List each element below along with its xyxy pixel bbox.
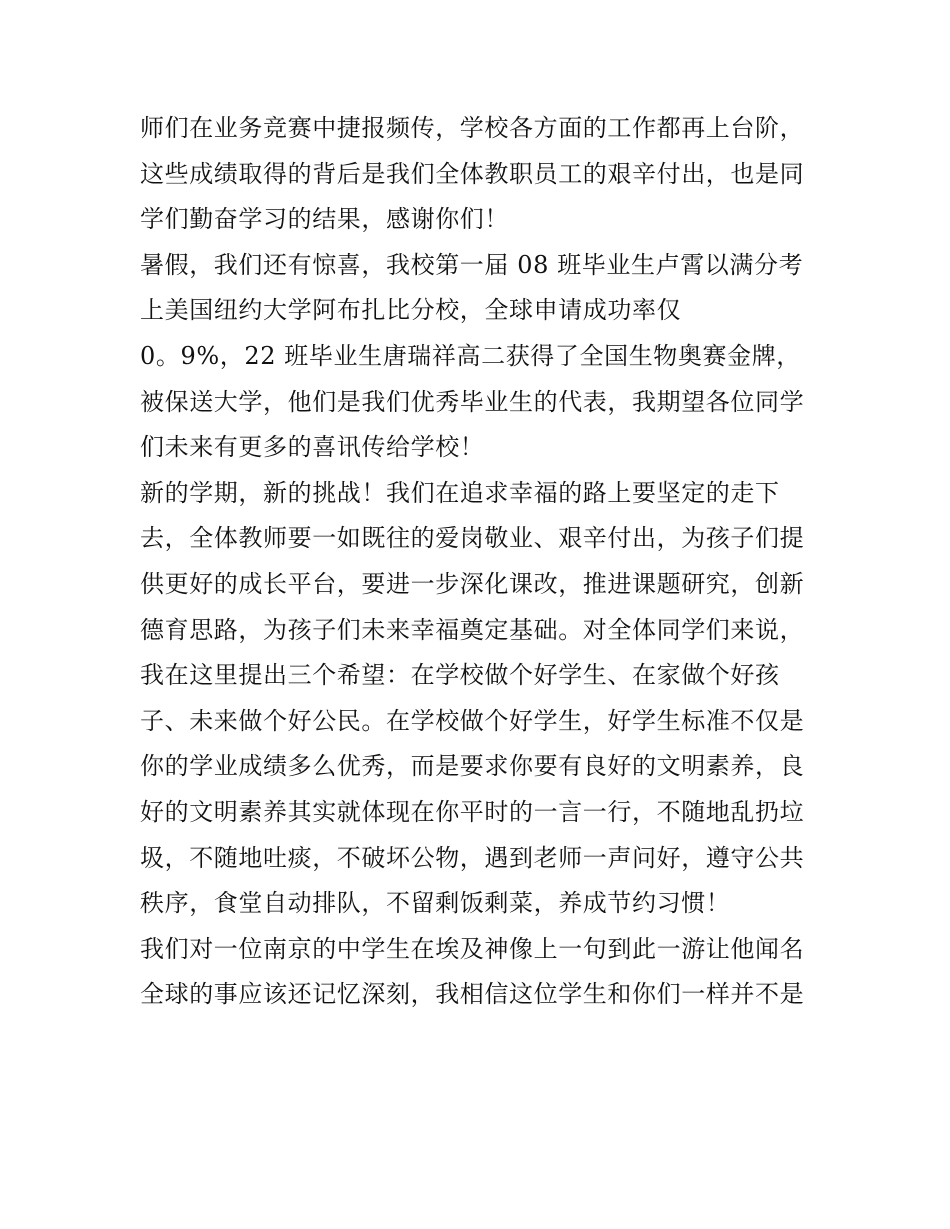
text-line: 上美国纽约大学阿布扎比分校，全球申请成功率仅 [140,296,682,325]
text-line: 新的学期，新的挑战！我们在追求幸福的路上要坚定的走下 [140,478,780,507]
text-line: 师们在业务竞赛中捷报频传，学校各方面的工作都再上台阶， [140,114,805,142]
text-line: 去，全体教师要一如既往的爱岗敬业、艰辛付出，为孩子们提 [140,524,805,553]
text-line: 们未来有更多的喜讯传给学校！ [140,433,485,462]
text-line: 学们勤奋学习的结果，感谢你们！ [140,205,509,234]
text-line: 供更好的成长平台，要进一步深化课改，推进课题研究，创新 [140,569,805,598]
text-line: 我在这里提出三个希望：在学校做个好学生、在家做个好孩 [140,661,780,690]
text-line: 我们对一位南京的中学生在埃及神像上一句到此一游让他闻名 [140,934,805,963]
text-line: 秩序，食堂自动排队，不留剩饭剩菜，养成节约习惯！ [140,889,731,918]
text-line: 德育思路，为孩子们未来幸福奠定基础。对全体同学们来说， [140,615,805,644]
text-line: 好的文明素养其实就体现在你平时的一言一行，不随地乱扔垃 [140,797,805,826]
text-line: 圾，不随地吐痰，不破坏公物，遇到老师一声问好，遵守公共 [140,843,805,872]
text-line: 0。9%，22 班毕业生唐瑞祥高二获得了全国生物奥赛金牌， [140,341,801,370]
text-line: 这些成绩取得的背后是我们全体教职员工的艰辛付出，也是同 [140,159,805,188]
text-line: 你的学业成绩多么优秀，而是要求你要有良好的文明素养，良 [140,752,805,781]
text-line: 全球的事应该还记忆深刻，我相信这位学生和你们一样并不是 [140,980,805,1009]
text-line: 子、未来做个好公民。在学校做个好学生，好学生标准不仅是 [140,706,805,735]
document-body [140,106,820,1018]
text-line: 被保送大学，他们是我们优秀毕业生的代表，我期望各位同学 [140,387,805,416]
text-line: 暑假，我们还有惊喜，我校第一届 08 班毕业生卢霄以满分考 [140,250,804,279]
